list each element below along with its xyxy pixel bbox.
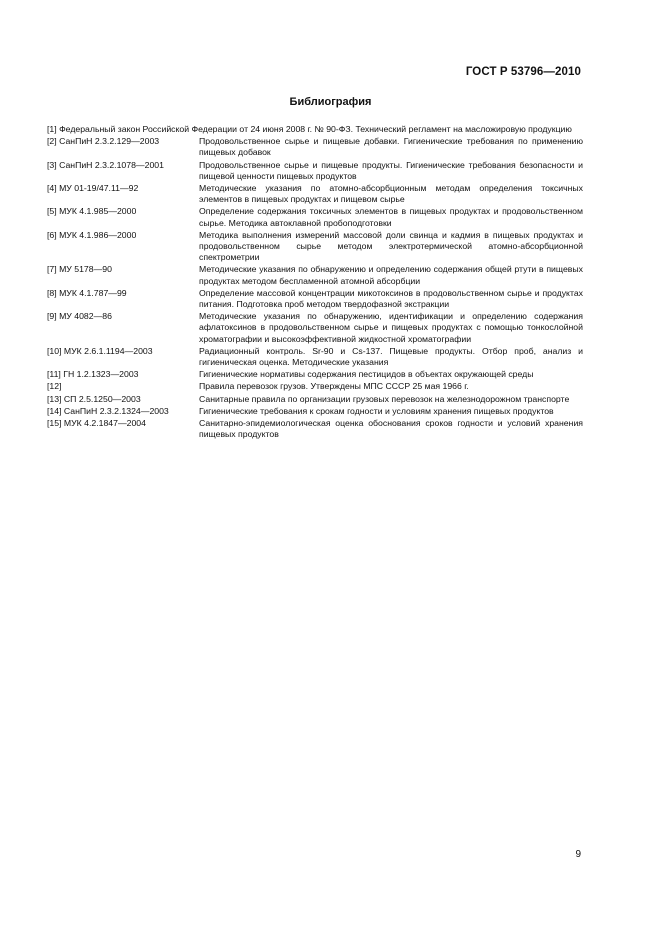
- page-number: 9: [575, 849, 581, 860]
- bibliography-entry-2: [47, 136, 583, 158]
- entry-description: Санитарно-эпидемиологическая оценка обоснования сроков годности и условий хранения пищевых продуктов: [199, 418, 583, 440]
- bibliography-entry-13: [47, 394, 583, 405]
- entry-reference: [12]: [47, 381, 62, 392]
- entry-reference: [4] МУ 01-19/47.11—92: [47, 183, 139, 194]
- bibliography-entry-7: [47, 264, 583, 286]
- bibliography-entry-8: [47, 288, 583, 310]
- document-code: ГОСТ Р 53796—2010: [465, 66, 581, 78]
- entry-description: Определение массовой концентрации микотоксинов в продовольственном сырье и продуктах питания. Подготовка проб методом твердофазной экстракции: [199, 287, 583, 310]
- entry-description: Методические указания по обнаружению, идентификации и определению содержания афлатоксинов в продовольственном сырье и пищевых продуктах с помощью тонкослойной хроматографии и высокоэффективной жидкостной хроматографии: [199, 311, 583, 344]
- entry-description: Радиационный контроль. Sr-90 и Cs-137. Пищевые продукты. Отбор проб, анализ и гигиеническая оценка. Методические указания: [199, 345, 583, 368]
- entry-description: Гигиенические нормативы содержания пестицидов в объектах окружающей среды: [199, 369, 534, 380]
- bibliography-list: [47, 124, 583, 441]
- bibliography-entry-text: [1] Федеральный закон Российской Федерации от 24 июня 2008 г. № 90-ФЗ. Технический регламент на масложировую продукцию: [47, 124, 572, 134]
- bibliography-entry-4: [47, 183, 583, 205]
- bibliography-entry-6: [47, 230, 583, 264]
- bibliography-entry-11: [47, 369, 583, 380]
- entry-reference: [10] МУК 2.6.1.1194—2003: [47, 345, 153, 356]
- bibliography-entry-9: [47, 311, 583, 345]
- entry-reference: [3] СанПиН 2.3.2.1078—2001: [47, 159, 164, 170]
- bibliography-entry-12: [47, 381, 583, 392]
- bibliography-entry-5: [47, 206, 583, 228]
- bibliography-entry-15: [47, 418, 583, 440]
- entry-description: Санитарные правила по организации грузовых перевозок на железнодорожном транспорте: [199, 393, 570, 404]
- page-title: Библиография: [289, 96, 372, 108]
- bibliography-entry-14: [47, 406, 583, 417]
- bibliography-entry-3: [47, 160, 583, 182]
- entry-reference: [15] МУК 4.2.1847—2004: [47, 418, 146, 429]
- entry-description: Продовольственное сырье и пищевые продукты. Гигиенические требования безопасности и пищевой ценности пищевых продуктов: [199, 159, 583, 181]
- entry-description: Методические указания по атомно-абсорбционным методам определения токсичных элементов в пищевых продуктах и пищевом сырье: [199, 183, 583, 205]
- entry-description: Определение содержания токсичных элементов в пищевых продуктах и продовольственном сырье. Методика автоклавной пробоподготовки: [199, 206, 583, 228]
- entry-description: Правила перевозок грузов. Утверждены МПС СССР 25 мая 1966 г.: [199, 381, 469, 392]
- entry-description: Продовольственное сырье и пищевые добавки. Гигиенические требования по применению пищевых добавок: [199, 136, 583, 158]
- entry-description: Гигиенические требования к срокам годности и условиям хранения пищевых продуктов: [199, 405, 554, 416]
- entry-reference: [14] СанПиН 2.3.2.1324—2003: [47, 405, 169, 416]
- entry-description: Методические указания по обнаружению и определению содержания общей ртути в пищевых продуктах методом беспламенной атомной абсорбции: [199, 264, 583, 286]
- entry-reference: [11] ГН 1.2.1323—2003: [47, 369, 139, 380]
- entry-description: Методика выполнения измерений массовой доли свинца и кадмия в пищевых продуктах и продовольственном сырье методом электротермической атомно-абсорбционной спектрометрии: [199, 229, 583, 263]
- entry-reference: [9] МУ 4082—86: [47, 311, 112, 322]
- entry-reference: [13] СП 2.5.1250—2003: [47, 393, 141, 404]
- bibliography-entry-1: [47, 124, 583, 135]
- entry-reference: [2] СанПиН 2.3.2.129—2003: [47, 136, 160, 147]
- entry-reference: [8] МУК 4.1.787—99: [47, 287, 127, 298]
- entry-reference: [7] МУ 5178—90: [47, 264, 112, 275]
- entry-reference: [5] МУК 4.1.985—2000: [47, 206, 137, 217]
- entry-reference: [6] МУК 4.1.986—2000: [47, 229, 137, 240]
- bibliography-entry-10: [47, 346, 583, 368]
